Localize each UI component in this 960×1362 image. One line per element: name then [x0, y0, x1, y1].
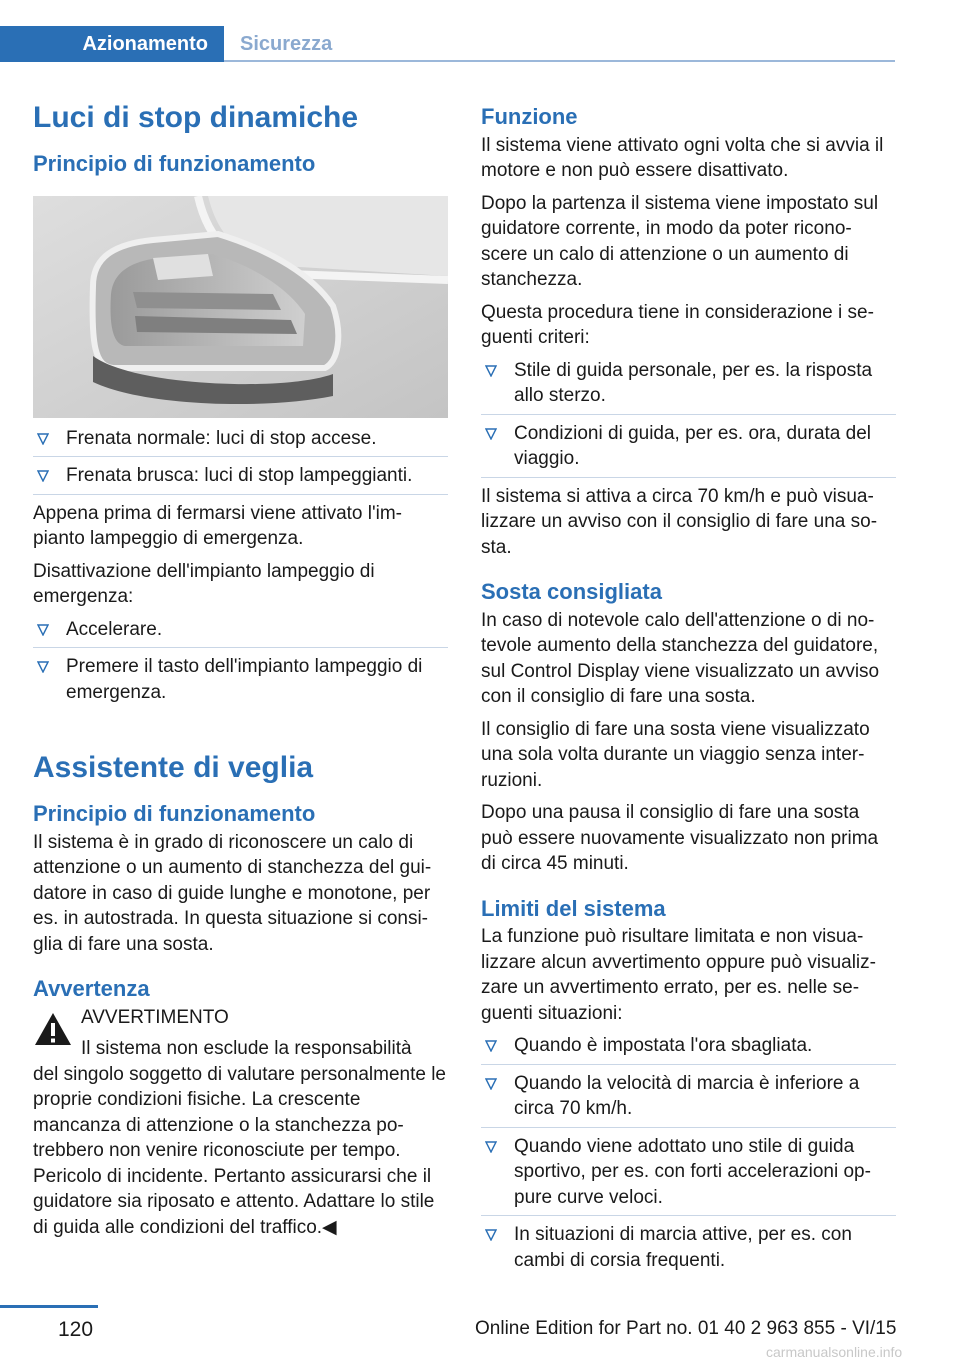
- paragraph: Il sistema è in grado di riconoscere un calo di attenzione o un aumento di stanchezza del gui-datore in caso di guide lunghe e monotone, per es. in autostrada. In questa situazione si consi-glia di fare una sosta.: [33, 831, 432, 955]
- brake-light-list: [33, 426, 448, 495]
- paragraph: Dopo la partenza il sistema viene impostato sul guidatore corrente, in modo da poter ricono-scere un calo di attenzione o un aumento di stanchezza.: [481, 192, 879, 290]
- subsection-funzione: Funzione: [481, 104, 578, 129]
- subsection-principio-2: Principio di funzionamento: [33, 801, 316, 826]
- triangle-bullet-icon: [37, 433, 49, 445]
- list-item-text: Stile di guida personale, per es. la risposta allo sterzo.: [514, 359, 873, 406]
- list-item: [481, 1033, 896, 1065]
- paragraph: Questa procedura tiene in considerazione i se-guenti criteri:: [481, 301, 874, 348]
- paragraph: Il consiglio di fare una sosta viene visualizzato una sola volta durante un viaggio senza inter-ruzioni.: [481, 718, 870, 791]
- list-item: [481, 1071, 896, 1128]
- list-item-text: Quando la velocità di marcia è inferiore a circa 70 km/h.: [514, 1072, 860, 1119]
- triangle-bullet-icon: [485, 365, 497, 377]
- triangle-bullet-icon: [485, 1040, 497, 1052]
- list-item-text: Condizioni di guida, per es. ora, durata del viaggio.: [514, 422, 872, 469]
- list-item: [33, 617, 448, 649]
- triangle-bullet-icon: [485, 428, 497, 440]
- warning-title: AVVERTIMENTO: [81, 1006, 229, 1028]
- paragraph: Il sistema si attiva a circa 70 km/h e può visua-lizzare un avviso con il consiglio di fare una so-sta.: [481, 485, 878, 558]
- section-title-assistente: Assistente di veglia: [33, 751, 314, 784]
- paragraph: Appena prima di fermarsi viene attivato l'im-pianto lampeggio di emergenza.: [33, 502, 402, 549]
- subsection-limiti: Limiti del sistema: [481, 895, 666, 921]
- triangle-bullet-icon: [485, 1141, 497, 1153]
- paragraph: Disattivazione dell'impianto lampeggio di emergenza:: [33, 560, 375, 607]
- tab-sicurezza[interactable]: Sicurezza: [240, 32, 333, 55]
- list-item: [481, 1134, 896, 1217]
- header-bar: [0, 0, 960, 62]
- footer-rule: [0, 1305, 98, 1308]
- tab-azionamento[interactable]: Azionamento: [0, 26, 224, 62]
- tail-light-illustration: [33, 196, 448, 418]
- list-item: [481, 358, 896, 415]
- left-column: [33, 100, 448, 1247]
- watermark: carmanualsonline.info: [766, 1344, 903, 1360]
- list-item-text: In situazioni di marcia attive, per es. con cambi di corsia frequenti.: [514, 1224, 852, 1271]
- subsection-avvertenza: Avvertenza: [33, 976, 150, 1001]
- paragraph: Dopo una pausa il consiglio di fare una sosta può essere nuovamente visualizzato non prima di circa 45 minuti.: [481, 802, 879, 874]
- list-item-text: Accelerare.: [66, 618, 163, 640]
- paragraph: La funzione può risultare limitata e non visua-lizzare alcun avvertimento oppure può visualiz-zare un avvertimento errato, per es. nelle se-guenti situazioni:: [481, 926, 876, 1024]
- subsection-principio-1: Principio di funzionamento: [33, 151, 316, 176]
- list-item-text: Frenata brusca: luci di stop lampeggianti.: [66, 465, 413, 486]
- list-item-text: Frenata normale: luci di stop accese.: [66, 427, 377, 449]
- subsection-sosta: Sosta consigliata: [481, 579, 662, 604]
- warning-text-first: Il sistema non esclude la responsabilità: [81, 1038, 412, 1059]
- warning-triangle-icon: [33, 1011, 73, 1047]
- deactivation-list: [33, 617, 448, 711]
- paragraph: In caso di notevole calo dell'attenzione o di no-tevole aumento della stanchezza del guidatore, sul Control Display viene visualizzato un avviso con il consiglio di fare una sosta.: [481, 609, 880, 707]
- list-item-text: Quando viene adottato uno stile di guida sportivo, per es. con forti accelerazioni op-pure curve veloci.: [514, 1135, 871, 1208]
- criteria-list: [481, 358, 896, 478]
- page-number: 120: [58, 1318, 94, 1341]
- triangle-bullet-icon: [485, 1078, 497, 1090]
- triangle-bullet-icon: [37, 470, 49, 482]
- edition-text: Online Edition for Part no. 01 40 2 963 855 - VI/15: [475, 1318, 897, 1339]
- list-item: [33, 463, 448, 495]
- header-rule: [224, 60, 895, 62]
- triangle-bullet-icon: [485, 1229, 497, 1241]
- list-item: [481, 421, 896, 478]
- list-item: [481, 1222, 896, 1278]
- list-item: [33, 426, 448, 458]
- paragraph: Il sistema viene attivato ogni volta che si avvia il motore e non può essere disattivato.: [481, 134, 884, 181]
- list-item-text: Quando è impostata l'ora sbagliata.: [514, 1035, 813, 1056]
- limits-list: [481, 1033, 896, 1278]
- list-item-text: Premere il tasto dell'impianto lampeggio di emergenza.: [66, 656, 423, 703]
- warning-text: del singolo soggetto di valutare personalmente le proprie condizioni fisiche. La crescente mancanza di attenzione o la stanchezza po-trebbero non venire riconosciute per tempo. Pericolo di incidente. Pertanto assicurarsi che il guidatore sia riposato e attento. Adattare lo stile di guida alle condizioni del traffico.◀: [33, 1063, 446, 1238]
- section-title-luci-stop: Luci di stop dinamiche: [33, 101, 359, 134]
- warning-block: [33, 1005, 448, 1241]
- triangle-bullet-icon: [37, 661, 49, 673]
- right-column: [481, 103, 896, 1284]
- list-item: [33, 654, 448, 710]
- triangle-bullet-icon: [37, 624, 49, 636]
